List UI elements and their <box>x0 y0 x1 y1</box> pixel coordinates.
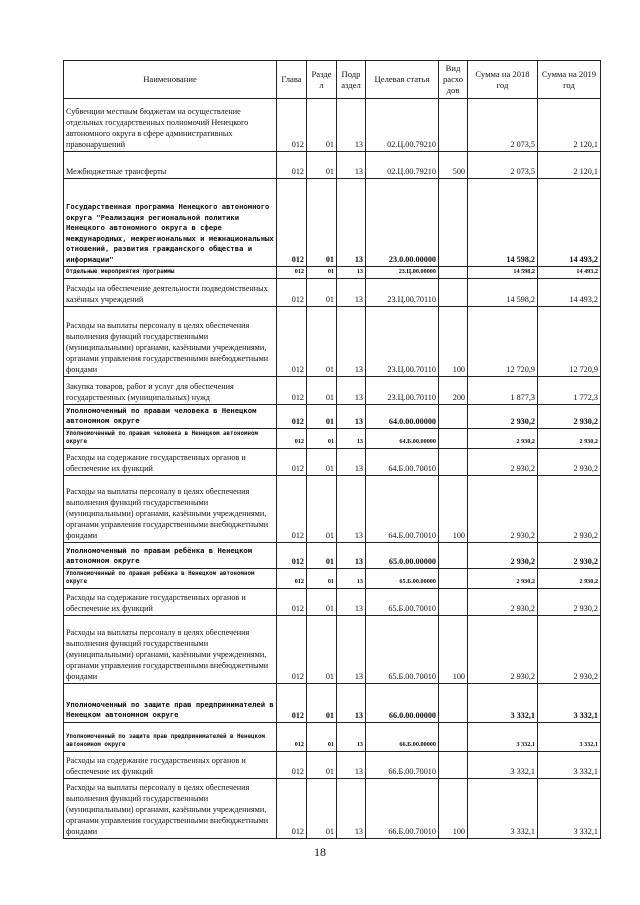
table-row <box>64 278 601 306</box>
cell-name: Уполномоченный по защите прав предпринимателей в Ненецком автономном округе <box>64 722 277 751</box>
cell-podrazdel: 13 <box>337 404 366 428</box>
cell-glava: 012 <box>277 404 307 428</box>
cell-target: 23.Ц.00.00000 <box>366 267 439 279</box>
cell-razdel: 01 <box>307 99 337 152</box>
cell-sum2019: 3 332,1 <box>538 751 601 778</box>
cell-glava: 012 <box>277 751 307 778</box>
cell-vid <box>439 568 468 588</box>
cell-target: 64.Б.00.70010 <box>366 475 439 542</box>
cell-vid: 100 <box>439 306 468 376</box>
cell-sum2019: 2 930,2 <box>538 588 601 615</box>
cell-name: Межбюджетные трансферты <box>64 152 277 179</box>
cell-target: 23.Ц.00.70110 <box>366 306 439 376</box>
cell-vid <box>439 404 468 428</box>
cell-podrazdel: 13 <box>337 568 366 588</box>
cell-sum2019: 14 493,2 <box>538 267 601 279</box>
table-row <box>64 267 601 279</box>
cell-sum2019: 2 120,1 <box>538 152 601 179</box>
cell-name: Государственная программа Ненецкого автономного округа "Реализация региональной политики Ненецкого автономного округа в сфере международных, межрегиональных и межнациональных отношений, развития гражданского общества и информации" <box>64 179 277 267</box>
cell-razdel: 01 <box>307 568 337 588</box>
table-row <box>64 428 601 448</box>
cell-sum2018: 2 073,5 <box>468 99 538 152</box>
cell-razdel: 01 <box>307 751 337 778</box>
header-target: Целевая статья <box>366 61 439 99</box>
cell-glava: 012 <box>277 306 307 376</box>
page-number: 18 <box>314 845 326 859</box>
cell-glava: 012 <box>277 542 307 568</box>
cell-vid <box>439 267 468 279</box>
cell-vid: 100 <box>439 615 468 683</box>
cell-name: Уполномоченный по правам человека в Ненецком автономном округе <box>64 404 277 428</box>
table-row <box>64 152 601 179</box>
cell-vid <box>439 722 468 751</box>
cell-target: 66.0.00.00000 <box>366 683 439 722</box>
cell-razdel: 01 <box>307 376 337 404</box>
cell-sum2019: 14 493,2 <box>538 278 601 306</box>
cell-podrazdel: 13 <box>337 475 366 542</box>
cell-vid: 200 <box>439 376 468 404</box>
cell-razdel: 01 <box>307 683 337 722</box>
cell-name: Расходы на выплаты персоналу в целях обеспечения выполнения функций государственными (муниципальными) органами, казёнными учреждениями, органами управления государственными внебюджетными фондами <box>64 306 277 376</box>
cell-sum2019: 1 772,3 <box>538 376 601 404</box>
cell-sum2018: 2 930,2 <box>468 475 538 542</box>
table-row <box>64 376 601 404</box>
cell-name: Расходы на содержание государственных органов и обеспечение их функций <box>64 751 277 778</box>
cell-target: 64.Б.00.70010 <box>366 448 439 475</box>
cell-vid <box>439 683 468 722</box>
cell-razdel: 01 <box>307 542 337 568</box>
table-row <box>64 99 601 152</box>
table-row <box>64 179 601 267</box>
cell-target: 65.Б.00.70010 <box>366 588 439 615</box>
cell-podrazdel: 13 <box>337 542 366 568</box>
cell-sum2019: 2 930,2 <box>538 475 601 542</box>
cell-podrazdel: 13 <box>337 278 366 306</box>
cell-target: 65.Б.00.00000 <box>366 568 439 588</box>
cell-vid <box>439 542 468 568</box>
cell-sum2019: 2 930,2 <box>538 615 601 683</box>
header-podrazdel: Подр аздел <box>337 61 366 99</box>
cell-podrazdel: 13 <box>337 588 366 615</box>
cell-target: 65.Б.00.70010 <box>366 615 439 683</box>
cell-target: 66.Б.00.70010 <box>366 751 439 778</box>
header-sum2018: Сумма на 2018 год <box>468 61 538 99</box>
cell-name: Уполномоченный по защите прав предпринимателей в Ненецком автономном округе <box>64 683 277 722</box>
table-row <box>64 778 601 838</box>
table-row <box>64 404 601 428</box>
cell-target: 66.Б.00.00000 <box>366 722 439 751</box>
cell-podrazdel: 13 <box>337 267 366 279</box>
cell-target: 23.Ц.00.70110 <box>366 376 439 404</box>
cell-glava: 012 <box>277 568 307 588</box>
cell-vid <box>439 448 468 475</box>
cell-sum2018: 3 332,1 <box>468 751 538 778</box>
table-row <box>64 306 601 376</box>
cell-vid <box>439 179 468 267</box>
cell-glava: 012 <box>277 475 307 542</box>
cell-sum2018: 14 598,2 <box>468 267 538 279</box>
cell-name: Расходы на обеспечение деятельности подведомственных казённых учреждений <box>64 278 277 306</box>
cell-target: 02.Ц.00.79210 <box>366 99 439 152</box>
cell-glava: 012 <box>277 99 307 152</box>
cell-glava: 012 <box>277 683 307 722</box>
cell-sum2019: 2 930,2 <box>538 568 601 588</box>
cell-vid: 100 <box>439 778 468 838</box>
cell-target: 64.Б.00.00000 <box>366 428 439 448</box>
cell-vid: 500 <box>439 152 468 179</box>
cell-sum2018: 14 598,2 <box>468 179 538 267</box>
cell-razdel: 01 <box>307 448 337 475</box>
cell-glava: 012 <box>277 588 307 615</box>
cell-razdel: 01 <box>307 588 337 615</box>
cell-name: Расходы на выплаты персоналу в целях обеспечения выполнения функций государственными (муниципальными) органами, казёнными учреждениями, органами управления государственными внебюджетными фондами <box>64 615 277 683</box>
cell-name: Расходы на выплаты персоналу в целях обеспечения выполнения функций государственными (муниципальными) органами, казёнными учреждениями, органами управления государственными внебюджетными фондами <box>64 475 277 542</box>
cell-razdel: 01 <box>307 267 337 279</box>
cell-podrazdel: 13 <box>337 179 366 267</box>
cell-sum2019: 3 332,1 <box>538 778 601 838</box>
cell-sum2018: 3 332,1 <box>468 722 538 751</box>
table-row <box>64 683 601 722</box>
cell-sum2018: 2 930,2 <box>468 404 538 428</box>
cell-razdel: 01 <box>307 179 337 267</box>
cell-podrazdel: 13 <box>337 152 366 179</box>
cell-vid: 100 <box>439 475 468 542</box>
cell-sum2019: 2 930,2 <box>538 404 601 428</box>
header-glava: Глава <box>277 61 307 99</box>
cell-glava: 012 <box>277 179 307 267</box>
cell-name: Закупка товаров, работ и услуг для обеспечения государственных (муниципальных) нужд <box>64 376 277 404</box>
cell-razdel: 01 <box>307 404 337 428</box>
cell-vid <box>439 278 468 306</box>
cell-sum2019: 2 120,1 <box>538 99 601 152</box>
cell-razdel: 01 <box>307 428 337 448</box>
cell-sum2018: 2 930,2 <box>468 568 538 588</box>
cell-name: Уполномоченный по правам ребёнка в Ненецком автономном округе <box>64 568 277 588</box>
cell-podrazdel: 13 <box>337 778 366 838</box>
table-row <box>64 568 601 588</box>
cell-name: Расходы на выплаты персоналу в целях обеспечения выполнения функций государственными (муниципальными) органами, казёнными учреждениями, органами управления государственными внебюджетными фондами <box>64 778 277 838</box>
table-row <box>64 475 601 542</box>
cell-razdel: 01 <box>307 615 337 683</box>
cell-sum2018: 2 930,2 <box>468 542 538 568</box>
cell-podrazdel: 13 <box>337 722 366 751</box>
cell-podrazdel: 13 <box>337 428 366 448</box>
cell-sum2018: 2 930,2 <box>468 588 538 615</box>
header-vid: Вид расхо дов <box>439 61 468 99</box>
cell-glava: 012 <box>277 448 307 475</box>
cell-sum2018: 2 930,2 <box>468 615 538 683</box>
cell-razdel: 01 <box>307 306 337 376</box>
budget-table <box>63 60 601 839</box>
cell-name: Расходы на содержание государственных органов и обеспечение их функций <box>64 448 277 475</box>
cell-glava: 012 <box>277 722 307 751</box>
cell-podrazdel: 13 <box>337 751 366 778</box>
cell-name: Субвенции местным бюджетам на осуществление отдельных государственных полномочий Ненецкого автономного округа в сфере административных правонарушений <box>64 99 277 152</box>
cell-glava: 012 <box>277 428 307 448</box>
cell-razdel: 01 <box>307 152 337 179</box>
cell-target: 66.Б.00.70010 <box>366 778 439 838</box>
cell-sum2019: 14 493,2 <box>538 179 601 267</box>
cell-name: Уполномоченный по правам ребёнка в Ненецком автономном округе <box>64 542 277 568</box>
cell-podrazdel: 13 <box>337 683 366 722</box>
cell-glava: 012 <box>277 778 307 838</box>
cell-glava: 012 <box>277 152 307 179</box>
cell-sum2018: 2 930,2 <box>468 428 538 448</box>
cell-razdel: 01 <box>307 722 337 751</box>
table-row <box>64 542 601 568</box>
cell-sum2019: 2 930,2 <box>538 428 601 448</box>
cell-sum2018: 3 332,1 <box>468 778 538 838</box>
cell-sum2018: 2 073,5 <box>468 152 538 179</box>
cell-podrazdel: 13 <box>337 448 366 475</box>
cell-sum2019: 12 720,9 <box>538 306 601 376</box>
cell-sum2019: 3 332,1 <box>538 722 601 751</box>
table-row <box>64 615 601 683</box>
cell-sum2018: 1 877,3 <box>468 376 538 404</box>
cell-razdel: 01 <box>307 778 337 838</box>
cell-target: 23.Ц.00.70110 <box>366 278 439 306</box>
cell-glava: 012 <box>277 278 307 306</box>
table-row <box>64 751 601 778</box>
cell-name: Отдельные мероприятия программы <box>64 267 277 279</box>
cell-vid <box>439 428 468 448</box>
cell-target: 65.0.00.00000 <box>366 542 439 568</box>
header-name: Наименование <box>64 61 277 99</box>
header-razdel: Разде л <box>307 61 337 99</box>
cell-sum2019: 3 332,1 <box>538 683 601 722</box>
cell-sum2018: 2 930,2 <box>468 448 538 475</box>
header-sum2019: Сумма на 2019 год <box>538 61 601 99</box>
cell-razdel: 01 <box>307 278 337 306</box>
cell-podrazdel: 13 <box>337 376 366 404</box>
cell-vid <box>439 99 468 152</box>
cell-razdel: 01 <box>307 475 337 542</box>
cell-sum2019: 2 930,2 <box>538 542 601 568</box>
cell-vid <box>439 751 468 778</box>
cell-target: 02.Ц.00.79210 <box>366 152 439 179</box>
cell-name: Уполномоченный по правам человека в Ненецком автономном округе <box>64 428 277 448</box>
cell-target: 64.0.00.00000 <box>366 404 439 428</box>
cell-sum2019: 2 930,2 <box>538 448 601 475</box>
cell-glava: 012 <box>277 615 307 683</box>
table-row <box>64 588 601 615</box>
cell-glava: 012 <box>277 376 307 404</box>
cell-sum2018: 3 332,1 <box>468 683 538 722</box>
table-row <box>64 448 601 475</box>
cell-podrazdel: 13 <box>337 615 366 683</box>
table-header-row <box>64 61 601 99</box>
cell-target: 23.0.00.00000 <box>366 179 439 267</box>
cell-glava: 012 <box>277 267 307 279</box>
cell-sum2018: 14 598,2 <box>468 278 538 306</box>
cell-podrazdel: 13 <box>337 99 366 152</box>
cell-sum2018: 12 720,9 <box>468 306 538 376</box>
cell-podrazdel: 13 <box>337 306 366 376</box>
cell-vid <box>439 588 468 615</box>
cell-name: Расходы на содержание государственных органов и обеспечение их функций <box>64 588 277 615</box>
table-row <box>64 722 601 751</box>
